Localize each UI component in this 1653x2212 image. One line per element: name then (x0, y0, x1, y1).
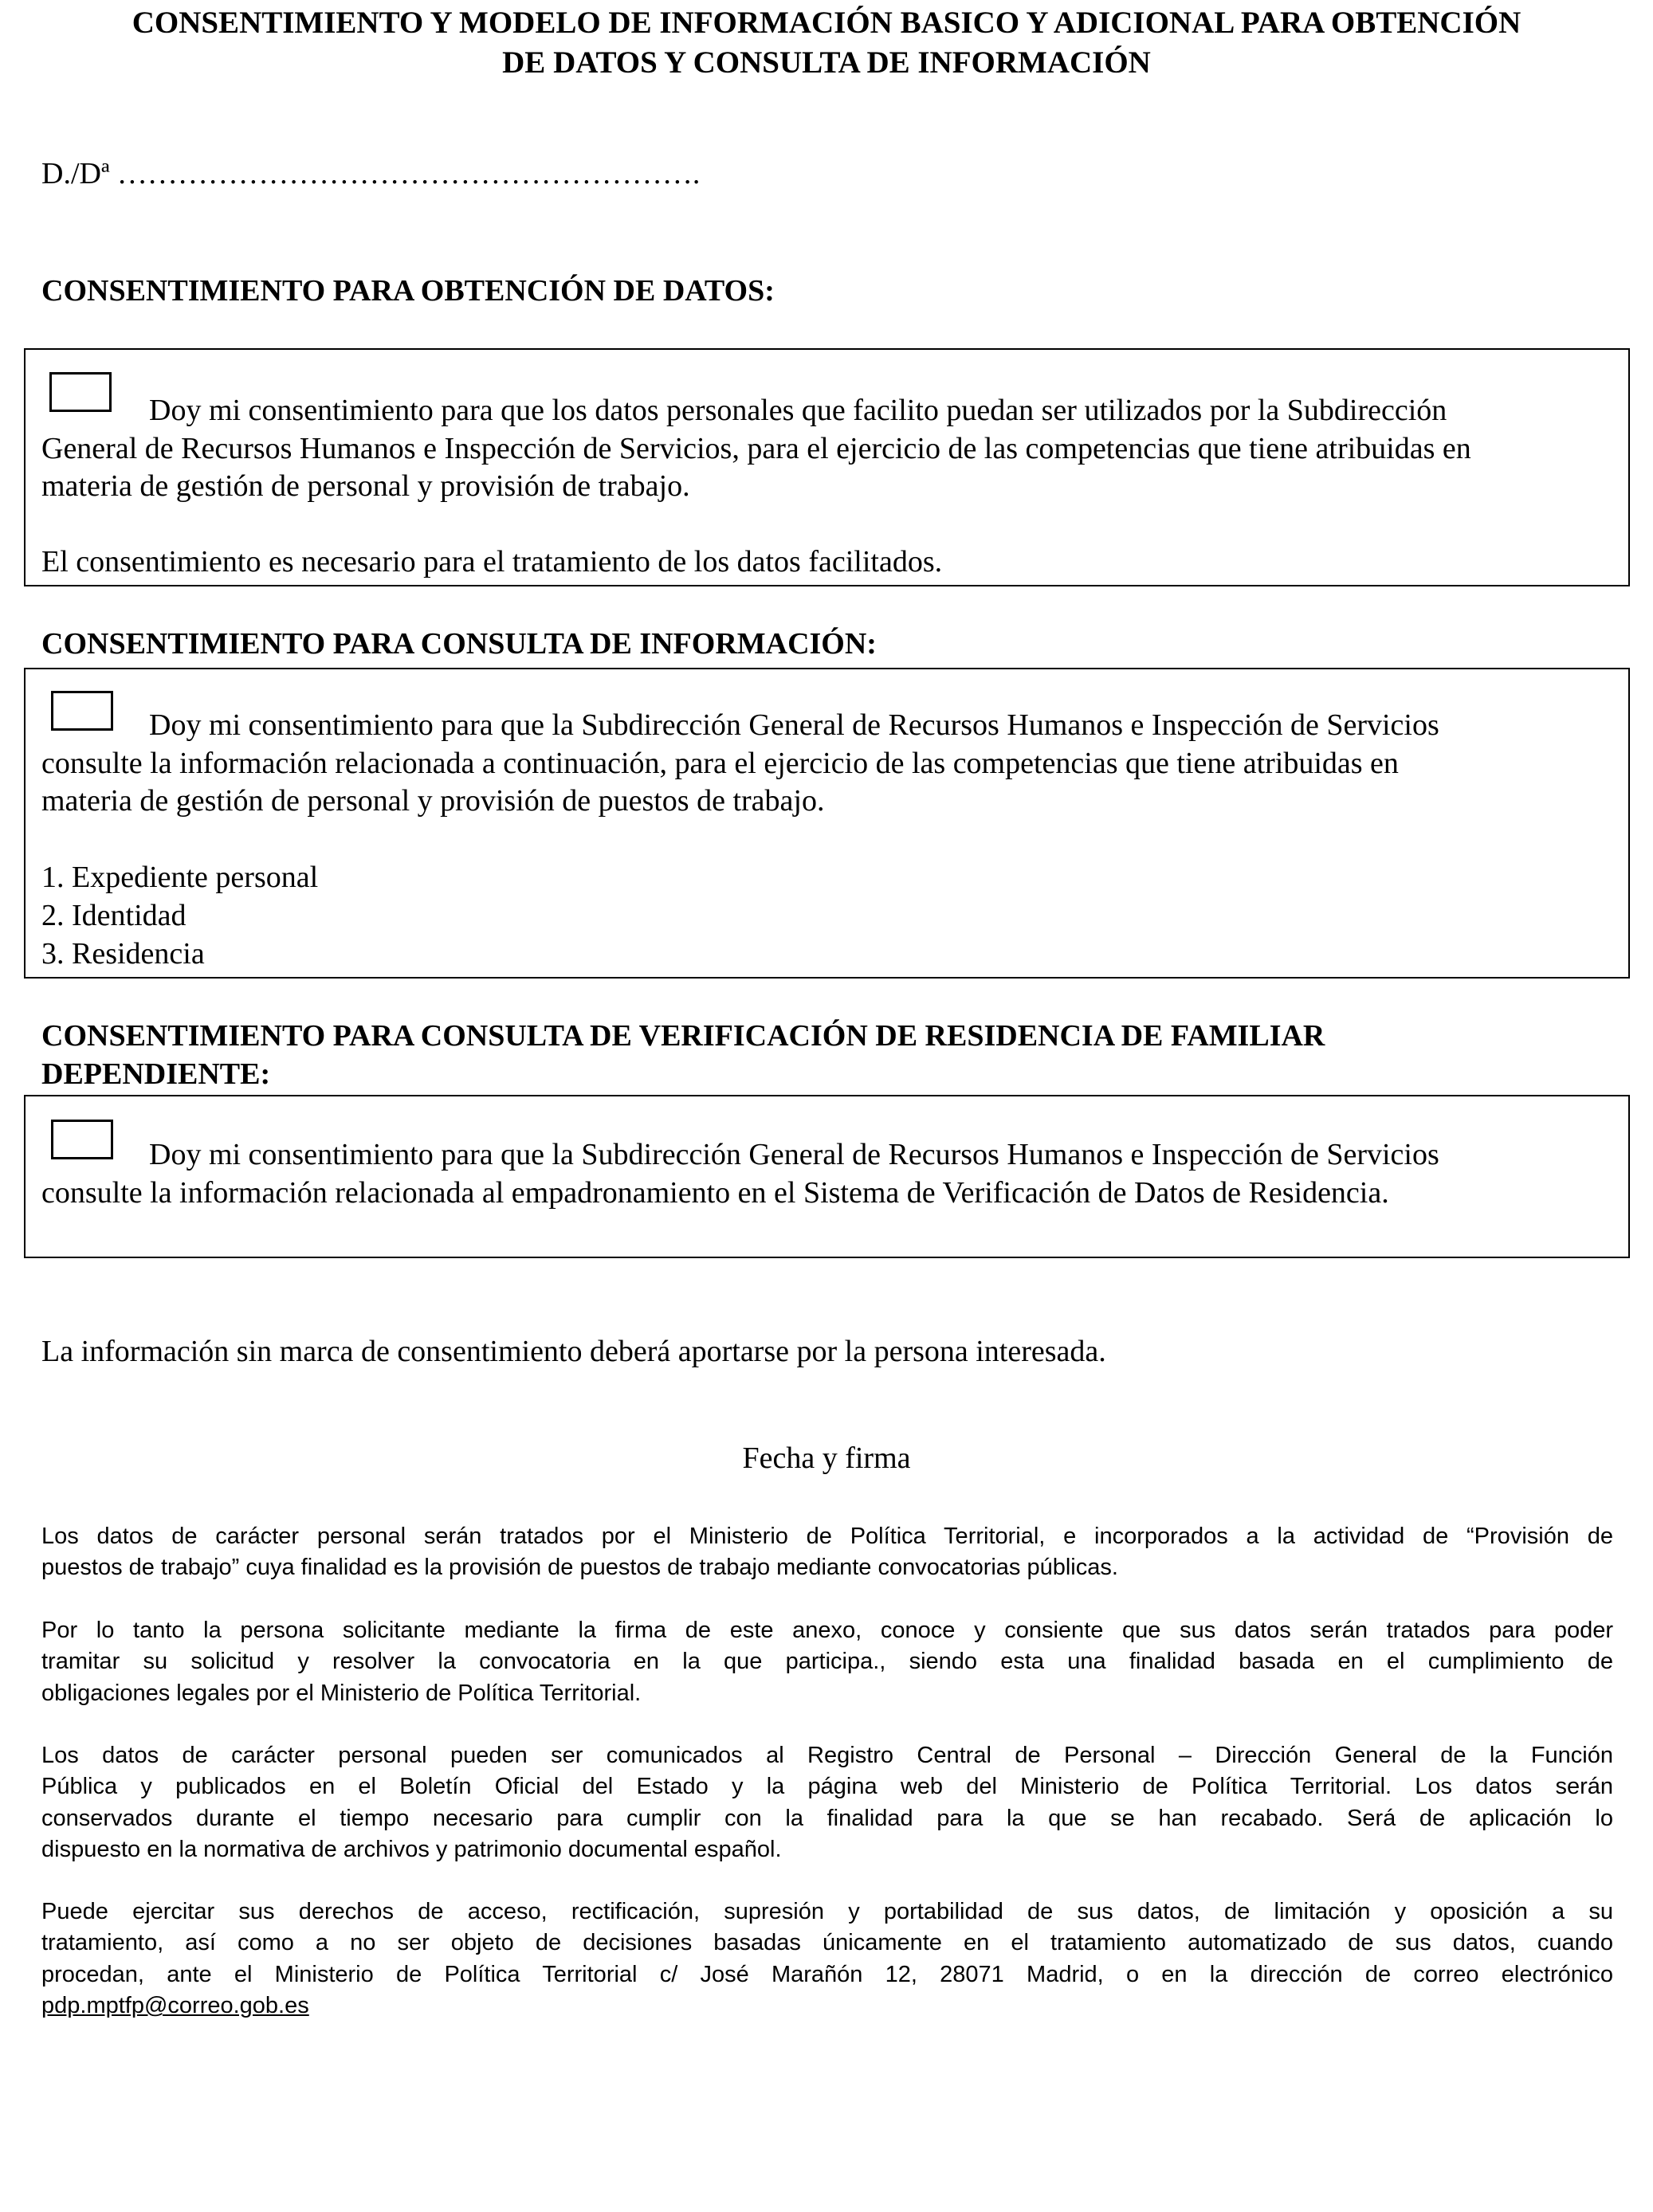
title-line-1: CONSENTIMIENTO Y MODELO DE INFORMACIÓN BASICO Y ADICIONAL PARA OBTENCIÓN (132, 6, 1521, 40)
text-line: Doy mi consentimiento para que la Subdirección General de Recursos Humanos e Inspección de Servicios (149, 1138, 1439, 1171)
legal-line: procedan, ante el Ministerio de Política Territorial c/ José Marañón 12, 28071 Madrid, o en la dirección de correo electrónico (41, 1961, 1613, 1987)
legal-line: tratamiento, así como a no ser objeto de decisiones basadas únicamente en el tratamiento automatizado de sus datos, cuando (41, 1930, 1613, 1956)
text-line: materia de gestión de personal y provisión de trabajo. (41, 469, 690, 503)
text-line: General de Recursos Humanos e Inspección de Servicios, para el ejercicio de las competencias que tiene atribuidas en (41, 431, 1471, 465)
section-consulta-heading: CONSENTIMIENTO PARA CONSULTA DE INFORMACIÓN: (41, 627, 877, 661)
text-line: consulte la información relacionada a continuación, para el ejercicio de las competencias que tiene atribuidas en (41, 746, 1399, 780)
legal-line: dispuesto en la normativa de archivos y patrimonio documental español. (41, 1837, 782, 1863)
legal-paragraph-4 (41, 1896, 1613, 2022)
list-item-residencia: 3. Residencia (41, 937, 205, 971)
text-line: Doy mi consentimiento para que los datos personales que facilito puedan ser utilizados por la Subdirección (149, 394, 1447, 427)
text-line: Doy mi consentimiento para que la Subdirección General de Recursos Humanos e Inspección de Servicios (149, 708, 1439, 742)
list-item-expediente: 1. Expediente personal (41, 861, 319, 894)
section-residencia-text (41, 1136, 1604, 1212)
consent-notice: La información sin marca de consentimiento deberá aportarse por la persona interesada. (41, 1335, 1106, 1368)
contact-email-link[interactable]: pdp.mptfp@correo.gob.es (41, 1993, 309, 2019)
legal-line: tramitar su solicitud y resolver la convocatoria en la que participa., siendo esta una finalidad basada en el cumplimiento de (41, 1649, 1613, 1675)
section-consulta-text (41, 707, 1604, 821)
legal-paragraph-1 (41, 1521, 1613, 1584)
list-item-identidad: 2. Identidad (41, 899, 187, 932)
section-obtencion-heading: CONSENTIMIENTO PARA OBTENCIÓN DE DATOS: (41, 274, 775, 308)
legal-line: Puede ejercitar sus derechos de acceso, rectificación, supresión y portabilidad de sus datos, de limitación y oposición a su (41, 1899, 1613, 1924)
section-obtencion-text (41, 392, 1604, 506)
title-line-2: DE DATOS Y CONSULTA DE INFORMACIÓN (502, 45, 1151, 80)
section-residencia-heading-line-2: DEPENDIENTE: (41, 1057, 271, 1091)
consent-required-note: El consentimiento es necesario para el tratamiento de los datos facilitados. (41, 545, 943, 578)
legal-line: obligaciones legales por el Ministerio de Política Territorial. (41, 1680, 642, 1706)
name-field-line[interactable]: D./Dª …………………………………………………. (41, 157, 701, 190)
legal-paragraph-2 (41, 1615, 1613, 1709)
signature-label: Fecha y firma (742, 1441, 911, 1475)
text-line: materia de gestión de personal y provisión de puestos de trabajo. (41, 784, 825, 818)
legal-paragraph-3 (41, 1740, 1613, 1866)
legal-line: Los datos de carácter personal serán tratados por el Ministerio de Política Territorial, e incorporados a la actividad de “Provisión de (41, 1524, 1613, 1549)
legal-line: Por lo tanto la persona solicitante mediante la firma de este anexo, conoce y consiente que sus datos serán tratados para poder (41, 1618, 1613, 1643)
legal-line: puestos de trabajo” cuya finalidad es la provisión de puestos de trabajo mediante convocatorias públicas. (41, 1555, 1118, 1581)
section-residencia-heading-line-1: CONSENTIMIENTO PARA CONSULTA DE VERIFICACIÓN DE RESIDENCIA DE FAMILIAR (41, 1019, 1325, 1053)
document-title (32, 3, 1621, 83)
text-line: consulte la información relacionada al empadronamiento en el Sistema de Verificación de Datos de Residencia. (41, 1175, 1389, 1210)
legal-line: Los datos de carácter personal pueden ser comunicados al Registro Central de Personal – Dirección General de la Función (41, 1743, 1613, 1768)
legal-line: Pública y publicados en el Boletín Oficial del Estado y la página web del Ministerio de Política Territorial. Los datos serán (41, 1774, 1613, 1800)
legal-line: conservados durante el tiempo necesario para cumplir con la finalidad para la que se han recabado. Será de aplicación lo (41, 1805, 1613, 1831)
